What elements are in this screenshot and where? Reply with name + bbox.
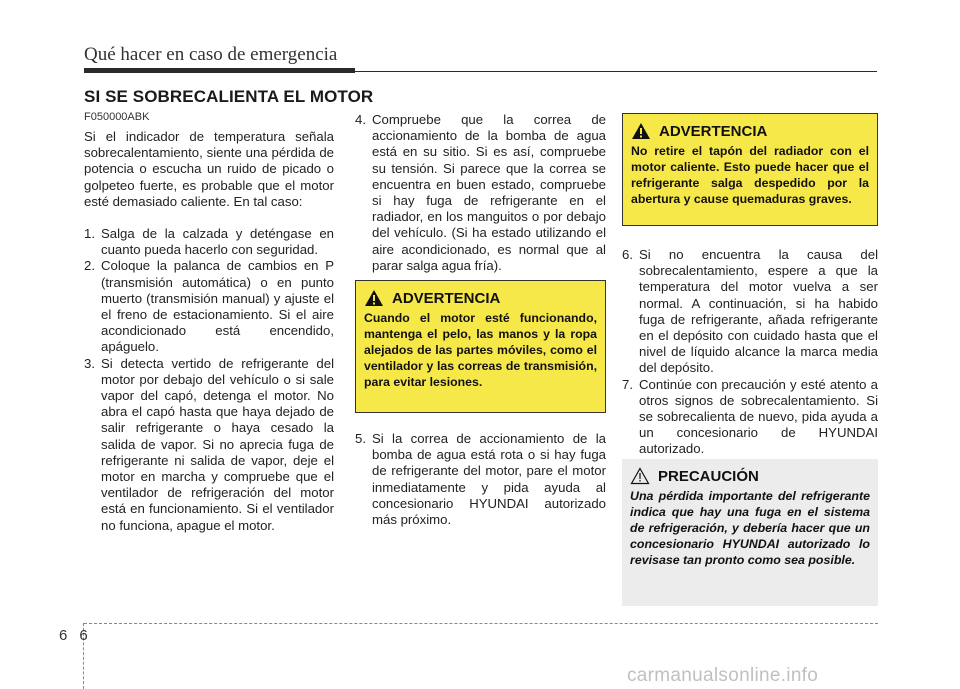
chapter-title: Qué hacer en caso de emergencia (84, 44, 338, 65)
step-text: Si detecta vertido de refrigerante del motor por debajo del vehículo o si sale vapor del capó, detenga el motor. No abra el capó hasta que haya dejado de salir refrigerante o haya cesado la salida de vapor. Si no aprecia fuga de refrigerante ni salida de vapor, deje el motor en marcha y compruebe que el ventilador de refrigeración del motor está en funcionamiento. Si el ventilador no funciona, apague el motor. (101, 355, 334, 533)
column-2 (355, 112, 606, 274)
document-code: F050000ABK (84, 111, 150, 123)
warning-header (631, 122, 869, 140)
chapter-number: 6 (59, 627, 68, 644)
steps-list-2 (355, 112, 606, 274)
caution-triangle-icon (630, 467, 650, 485)
step-number: 3. (84, 355, 95, 371)
caution-box (622, 459, 878, 606)
caution-header (630, 467, 870, 485)
warning-title: ADVERTENCIA (392, 289, 501, 307)
caution-title: PRECAUCIÓN (658, 467, 759, 485)
list-item (355, 431, 606, 528)
step-number: 7. (622, 376, 633, 392)
warning-triangle-icon (364, 289, 384, 307)
caution-text: Una pérdida importante del refrigerante indica que hay una fuga en el sistema de refrigeración, y debería hacer que un concesionario HYUNDAI autorizado lo revisase tan pronto como sea posible. (630, 489, 870, 567)
steps-list-3 (355, 431, 606, 528)
steps-list-1 (84, 226, 334, 534)
step-text: Coloque la palanca de cambios en P (transmisión automática) o en punto muerto (transmisión manual) y ajuste el el freno de estacionamiento. Si el aire acondicionado está encendido, apáguelo. (101, 258, 334, 355)
step-text: Si la correa de accionamiento de la bomba de agua está rota o si hay fuga de refrigerante del motor, pare el motor inmediatamente y pida ayuda al concesionario HYUNDAI autorizado más próximo. (372, 431, 606, 528)
list-item (84, 226, 334, 258)
column-2-bottom (355, 431, 606, 528)
step-number: 2. (84, 258, 95, 274)
warning-text: Cuando el motor esté funcionando, mantenga el pelo, las manos y la ropa alejados de las partes móviles, como el ventilador y las correas de transmisión, para evitar lesiones. (364, 311, 597, 389)
step-text: Salga de la calzada y deténgase en cuanto pueda hacerlo con seguridad. (101, 226, 334, 258)
warning-box-moving-parts (355, 280, 606, 413)
steps-list-4 (622, 247, 878, 458)
intro-paragraph: Si el indicador de temperatura señala sobrecalentamiento, siente una pérdida de potencia o escucha un ruido de picado o golpeteo fuerte, es probable que el motor esté demasiado caliente. En tal caso: (84, 129, 334, 209)
header-bar (84, 68, 355, 73)
list-item (84, 356, 334, 534)
warning-title: ADVERTENCIA (659, 122, 768, 140)
step-text: Compruebe que la correa de accionamiento de la bomba de agua está en su sitio. Si es así, compruebe su tensión. Si parece que la correa se encuentra en buen estado, compruebe si hay fuga de refrigerante en el radiador, en los manguitos o por debajo del vehículo. (Si ha estado utilizando el aire acondicionado, es normal que al parar salga agua fría). (372, 112, 606, 273)
page-index: 6 (79, 627, 88, 644)
step-number: 1. (84, 226, 95, 242)
list-item (84, 258, 334, 355)
list-item (622, 247, 878, 377)
list-item (355, 112, 606, 274)
header-rule (355, 71, 877, 72)
step-number: 5. (355, 431, 366, 446)
warning-text: No retire el tapón del radiador con el motor caliente. Esto puede hacer que el refrigerante salga despedido por la abertura y cause quemaduras graves. (631, 144, 869, 206)
page-number (59, 627, 88, 644)
step-text: Continúe con precaución y esté atento a otros signos de sobrecalentamiento. Si se sobrecalienta de nuevo, pida ayuda a un concesionario de HYUNDAI autorizado. (639, 376, 878, 457)
step-number: 6. (622, 247, 633, 262)
warning-box-radiator-cap (622, 113, 878, 226)
column-3 (622, 247, 878, 458)
warning-triangle-icon (631, 122, 651, 140)
section-title: SI SE SOBRECALIENTA EL MOTOR (84, 87, 374, 106)
list-item (622, 377, 878, 458)
step-text: Si no encuentra la causa del sobrecalentamiento, espere a que la temperatura del motor vuelva a ser normal. A continuación, si ha habido fuga de refrigerante, añada refrigerante en el depósito con cuidado hasta que el nivel de líquido alcance la marca media del depósito. (639, 247, 878, 376)
watermark: carmanualsonline.info (627, 665, 819, 686)
step-number: 4. (355, 112, 366, 127)
column-1 (84, 129, 334, 534)
footer-rule (84, 623, 878, 624)
warning-header (364, 289, 597, 307)
